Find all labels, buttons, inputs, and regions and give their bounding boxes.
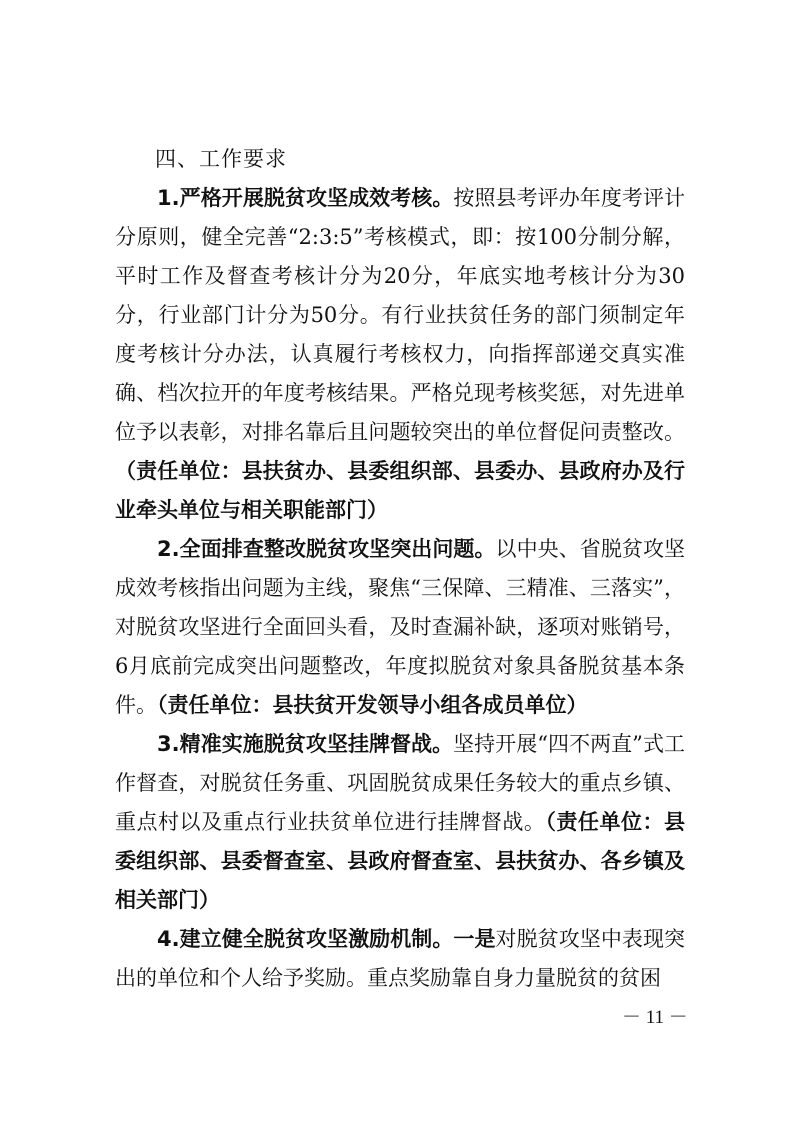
- paragraph-3-responsibility: （责任单位：县委组织部、县委督查室、县政府督查室、县扶贫办、各乡镇及相关部门）: [115, 810, 686, 912]
- paragraph-1-body: 按照县考评办年度考评计分原则，健全完善“2:3:5”考核模式，即：按100分制分解，平时工作及督查考核计分为20分，年底实地考核计分为30分，行业部门计分为50分。有行业扶贫任务的部门须制定年度考核计分办法，认真履行考核权力，向指挥部递交真实准确、档次拉开的年度考核结果。严格兑现考核奖惩，对先进单位予以表彰，对排名靠后且问题较突出的单位督促问责整改。: [115, 186, 686, 444]
- text-column: [115, 140, 685, 998]
- paragraph-1-responsibility: （责任单位：县扶贫办、县委组织部、县委办、县政府办及行业牵头单位与相关职能部门）: [115, 459, 685, 522]
- paragraph-4-lead: 一是: [453, 927, 496, 951]
- paragraph-4-body: 对脱贫攻坚中表现突出的单位和个人给予奖励。重点奖励靠自身力量脱贫的贫困: [115, 927, 686, 990]
- paragraph-2-body: 以中央、省脱贫攻坚成效考核指出问题为主线，聚焦“三保障、三精准、三落实”，对脱贫攻坚进行全面回头看，及时查漏补缺，逐项对账销号，6月底前完成突出问题整改，年度拟脱贫对象具备脱贫基本条件。: [115, 537, 685, 717]
- page-number: － 11 －: [622, 1007, 688, 1028]
- paragraph-1-title: 1.严格开展脱贫攻坚成效考核。: [157, 186, 454, 210]
- section-heading: 四、工作要求: [155, 147, 287, 171]
- paragraph-3-title: 3.精准实施脱贫攻坚挂牌督战。: [157, 732, 454, 756]
- paragraph-4-title: 4.建立健全脱贫攻坚激励机制。: [157, 927, 454, 951]
- paragraph-3: [115, 725, 685, 920]
- paragraph-1: [115, 179, 685, 530]
- paragraph-2-title: 2.全面排查整改脱贫攻坚突出问题。: [157, 537, 496, 561]
- paragraph-2-responsibility: （责任单位：县扶贫开发领导小组各成员单位）: [157, 693, 588, 717]
- paragraph-3-body: 坚持开展“四不两直”式工作督查，对脱贫任务重、巩固脱贫成果任务较大的重点乡镇、重点村以及重点行业扶贫单位进行挂牌督战。: [115, 732, 685, 834]
- paragraph-4: [115, 920, 685, 998]
- paragraph-2: [115, 530, 685, 725]
